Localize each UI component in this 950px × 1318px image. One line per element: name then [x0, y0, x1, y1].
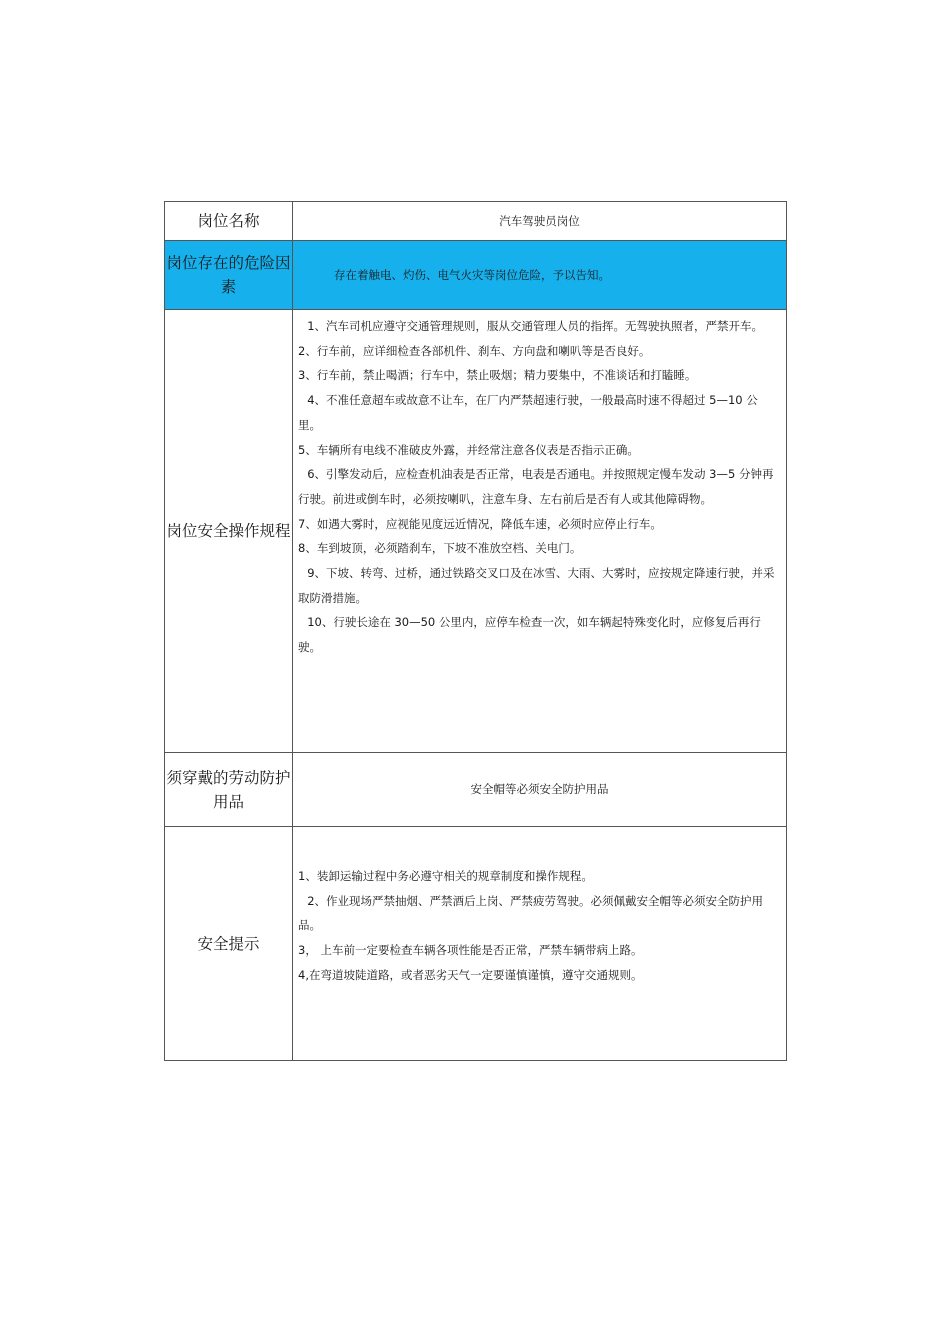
- procedure-item: 3、行车前，禁止喝酒；行车中，禁止吸烟；精力要集中，不准谈话和打瞌睡。: [298, 368, 697, 383]
- hazards-label: 岗位存在的危险因素: [165, 241, 293, 310]
- tip-item: 1、装卸运输过程中务必遵守相关的规章制度和操作规程。: [298, 869, 593, 883]
- procedure-item: 8、车到坡顶，必须踏刹车，下坡不准放空档、关电门。: [298, 541, 582, 556]
- row-post-name: [165, 202, 787, 241]
- post-name-label: 岗位名称: [165, 202, 293, 241]
- post-name-value: 汽车驾驶员岗位: [293, 202, 787, 241]
- ppe-value: 安全帽等必须安全防护用品: [293, 753, 787, 827]
- procedure-item: 5、车辆所有电线不准破皮外露，并经常注意各仪表是否指示正确。: [298, 442, 639, 457]
- ppe-label: 须穿戴的劳动防护用品: [165, 753, 293, 827]
- hazards-value: 存在着触电、灼伤、电气火灾等岗位危险，予以告知。: [293, 241, 787, 310]
- post-safety-table: [164, 201, 787, 1061]
- tips-list: [293, 827, 787, 1061]
- procedures-list: [293, 310, 787, 753]
- procedures-label: 岗位安全操作规程: [165, 310, 293, 753]
- procedure-item: 4、不准任意超车或故意不让车，在厂内严禁超速行驶，一般最高时速不得超过 5—10 公里。: [298, 393, 758, 432]
- row-procedures: [165, 310, 787, 753]
- procedure-item: 6、引擎发动后，应检查机油表是否正常，电表是否通电。并按照规定慢车发动 3—5 分钟再行驶。前进或倒车时，必须按喇叭，注意车身、左右前后是否有人或其他障碍物。: [298, 467, 774, 506]
- procedure-item: 7、如遇大雾时，应视能见度远近情况，降低车速，必须时应停止行车。: [298, 516, 662, 531]
- row-ppe: [165, 753, 787, 827]
- procedure-item: 1、汽车司机应遵守交通管理规则，服从交通管理人员的指挥。无驾驶执照者，严禁开车。: [307, 319, 763, 333]
- row-hazards: [165, 241, 787, 310]
- tip-item: 3， 上车前一定要检查车辆各项性能是否正常，严禁车辆带病上路。: [298, 943, 643, 958]
- tip-item: 4,在弯道坡陡道路，或者恶劣天气一定要谨慎谨慎，遵守交通规则。: [298, 967, 643, 982]
- tips-label: 安全提示: [165, 827, 293, 1061]
- row-safety-tips: [165, 827, 787, 1061]
- procedure-item: 2、行车前，应详细检查各部机件、刹车、方向盘和喇叭等是否良好。: [298, 343, 651, 358]
- tip-item: 2、作业现场严禁抽烟、严禁酒后上岗、严禁疲劳驾驶。必须佩戴安全帽等必须安全防护用品。: [298, 893, 763, 933]
- procedure-item: 9、下坡、转弯、过桥，通过铁路交叉口及在冰雪、大雨、大雾时，应按规定降速行驶，并采取防滑措施。: [298, 566, 775, 605]
- procedure-item: 10、行驶长途在 30—50 公里内，应停车检查一次，如车辆起特殊变化时，应修复后再行驶。: [298, 615, 761, 655]
